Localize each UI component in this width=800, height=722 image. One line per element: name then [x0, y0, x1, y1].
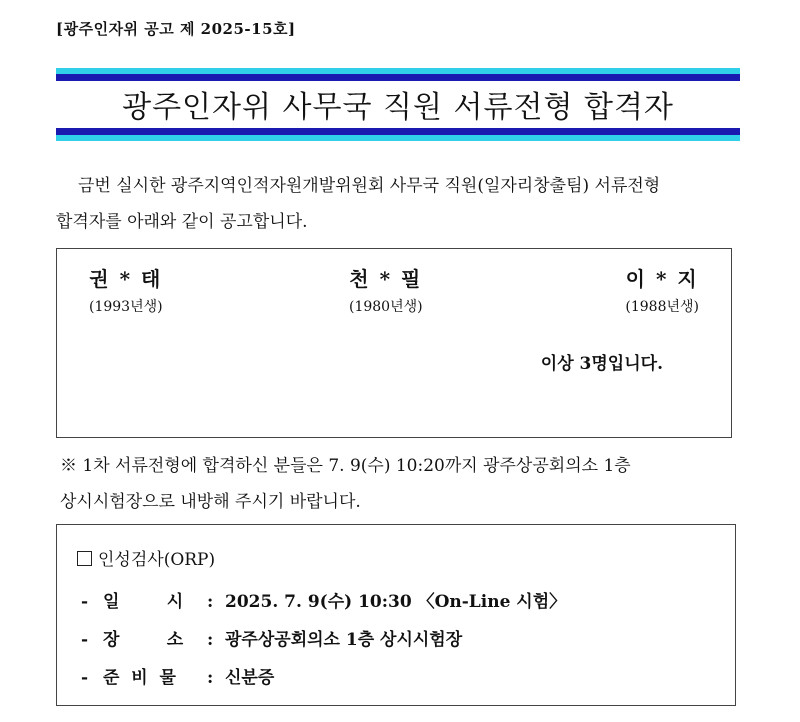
winner-name: 이 * 지: [625, 267, 699, 291]
title-bottom-rule: [56, 128, 740, 141]
page-title: 광주인자위 사무국 직원 서류전형 합격자: [122, 90, 674, 125]
winners-box: [56, 248, 732, 438]
orp-row-value: 광주상공회의소 1층 상시시험장: [225, 630, 463, 650]
orp-row-value: 신분증: [225, 668, 275, 688]
notice-line-1: ※ 1차 서류전형에 합격하신 분들은 7. 9(수) 10:20까지 광주상공회의소 1층: [60, 456, 631, 476]
blue-stripe: [56, 128, 740, 135]
winner-birth-year: (1988년생): [625, 299, 699, 315]
winner-item: [89, 263, 163, 316]
intro-line-2: 합격자를 아래와 같이 공고합니다.: [56, 212, 308, 232]
orp-row-label: 준 비 물: [103, 668, 176, 688]
winner-name: 권 * 태: [89, 267, 163, 291]
colon-separator: :: [207, 668, 214, 688]
orp-row-value: 2025. 7. 9(수) 10:30 〈On-Line 시험〉: [225, 592, 567, 612]
intro-line-1: 금번 실시한 광주지역인적자원개발위원회 사무국 직원(일자리창출팀) 서류전형: [78, 176, 661, 196]
cyan-stripe: [56, 135, 740, 141]
winner-count-summary: 이상 3명입니다.: [540, 354, 663, 374]
dash-bullet: -: [81, 630, 89, 650]
winner-birth-year: (1993년생): [89, 299, 163, 315]
visit-notice: [60, 448, 760, 520]
winner-name: 천 * 필: [349, 267, 423, 291]
colon-separator: :: [207, 592, 214, 612]
notice-line-2: 상시시험장으로 내방해 주시기 바랍니다.: [60, 492, 361, 512]
orp-row-datetime: [81, 587, 566, 612]
blue-stripe: [56, 74, 740, 81]
orp-row-location: [81, 625, 462, 650]
colon-separator: :: [207, 630, 214, 650]
dash-bullet: -: [81, 592, 89, 612]
dash-bullet: -: [81, 668, 89, 688]
orp-row-label: 장 소: [103, 630, 184, 650]
winner-item: [349, 263, 423, 316]
orp-info-box: [56, 524, 736, 706]
orp-row-supplies: [81, 663, 274, 688]
winner-birth-year: (1980년생): [349, 299, 423, 315]
winner-item: [625, 263, 699, 316]
checkbox-icon: [77, 551, 92, 566]
intro-paragraph: [56, 168, 756, 240]
orp-heading: 인성검사(ORP): [77, 545, 215, 570]
title-top-rule: [56, 68, 740, 81]
notice-number: [광주인자위 공고 제 2025-15호]: [56, 20, 296, 38]
orp-row-label: 일 시: [103, 592, 184, 612]
